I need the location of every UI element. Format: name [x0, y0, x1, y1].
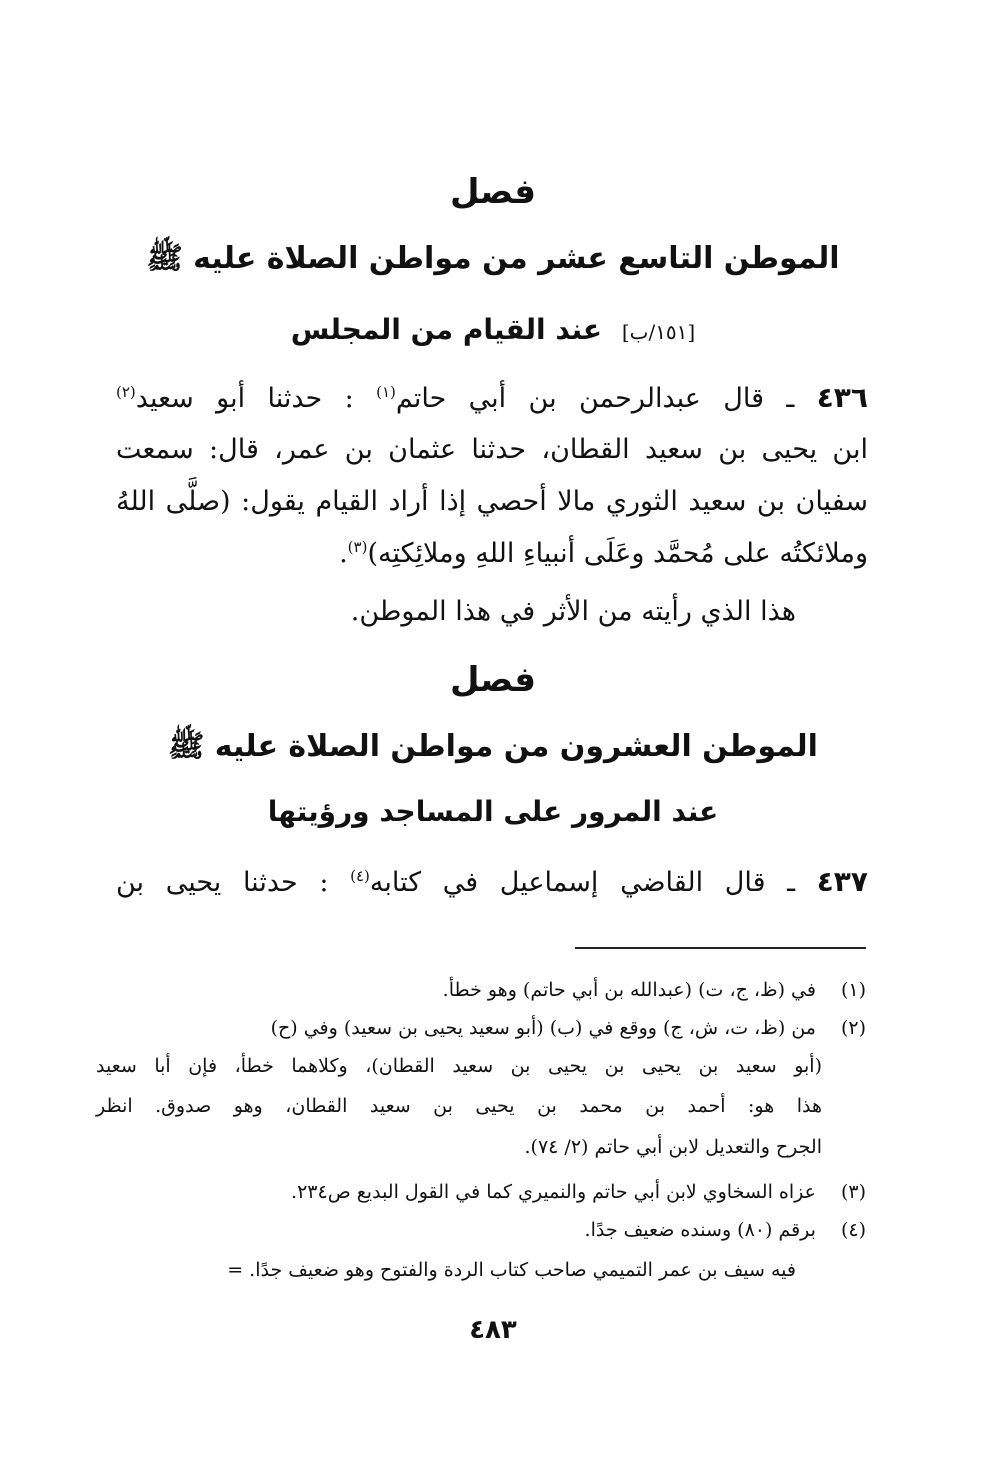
- footnote-separator: [575, 947, 866, 949]
- footnote-ref: (٢): [116, 383, 136, 401]
- section-heading-fasl: فصل: [449, 660, 537, 700]
- text-segment: ـ قال القاضي إسماعيل في كتابه: [369, 867, 796, 898]
- folio-reference: [١٥١/ب]: [621, 320, 696, 344]
- footnote-continuation: فيه سيف بن عمر التميمي صاحب كتاب الردة والفتوح وهو ضعيف جدًا. =: [227, 1259, 796, 1281]
- hadith-437-line-1: [116, 862, 868, 903]
- hadith-436-line-4: [116, 534, 868, 574]
- footnote-ref: (٤): [350, 867, 370, 885]
- section-subtitle: عند المرور على المساجد ورؤيتها: [267, 795, 719, 828]
- hadith-436-line-2: ابن يحيى بن سعيد القطان، حدثنا عثمان بن عمر، قال: سمعت: [116, 434, 868, 465]
- section-title: الموطن التاسع عشر من مواطن الصلاة عليه ﷺ: [146, 241, 840, 276]
- section-title: الموطن العشرون من مواطن الصلاة عليه ﷺ: [168, 729, 818, 764]
- footnote-2-line-4: الجرح والتعديل لابن أبي حاتم (٢/ ٧٤).: [524, 1136, 822, 1158]
- footnote-4: [96, 1214, 866, 1246]
- section-subtitle: [0, 313, 986, 346]
- text-segment: : حدثنا أبو سعيد: [135, 383, 354, 414]
- footnote-text: عزاه السخاوي لابن أبي حاتم والنميري كما في القول البديع ص٢٣٤.: [291, 1181, 816, 1203]
- footnote-text: برقم (٨٠) وسنده ضعيف جدًا.: [584, 1219, 816, 1241]
- footnote-text: من (ظ، ت، ش، ج) ووقع في (ب) (أبو سعيد يحيى بن سعيد) وفي (ح): [270, 1017, 816, 1039]
- footnote-ref: (١): [376, 383, 396, 401]
- text-segment: وملائكتُه على مُحمَّد وعَلَى أنبياءِ اللهِ وملائِكتِه): [367, 538, 868, 569]
- text-segment: .: [339, 538, 348, 569]
- hadith-436-remark: هذا الذي رأيته من الأثر في هذا الموطن.: [350, 596, 796, 627]
- footnote-1: [96, 974, 866, 1006]
- hadith-number: ٤٣٧: [816, 865, 868, 898]
- hadith-number: ٤٣٦: [816, 381, 868, 414]
- footnote-ref: (٣): [347, 538, 368, 556]
- hadith-436-line-3: سفيان بن سعيد الثوري مالا أحصي إذا أراد القيام يقول: (صلَّى اللهُ: [116, 486, 868, 517]
- subtitle-text: عند القيام من المجلس: [290, 313, 603, 346]
- footnote-2: [96, 1012, 866, 1044]
- footnote-mark: (٢): [840, 1017, 866, 1039]
- page-number: ٤٨٣: [469, 1315, 517, 1345]
- footnote-mark: (٣): [840, 1181, 866, 1203]
- section-heading-fasl: فصل: [449, 172, 537, 212]
- footnote-mark: (١): [840, 979, 866, 1001]
- footnote-2-line-2: (أبو سعيد بن يحيى بن يحيى بن سعيد القطان)، وكلاهما خطأ، فإن أبا سعيد: [96, 1055, 822, 1077]
- footnote-2-line-3: هذا هو: أحمد بن محمد بن يحيى بن سعيد القطان، وهو صدوق. انظر: [96, 1095, 822, 1117]
- hadith-436-line-1: [116, 378, 868, 419]
- text-segment: : حدثنا يحيى بن: [116, 867, 329, 898]
- footnote-mark: (٤): [840, 1219, 866, 1241]
- footnote-3: [96, 1176, 866, 1208]
- footnote-text: في (ظ، ج، ت) (عبدالله بن أبي حاتم) وهو خطأ.: [442, 979, 816, 1001]
- text-segment: ـ قال عبدالرحمن بن أبي حاتم: [395, 383, 795, 414]
